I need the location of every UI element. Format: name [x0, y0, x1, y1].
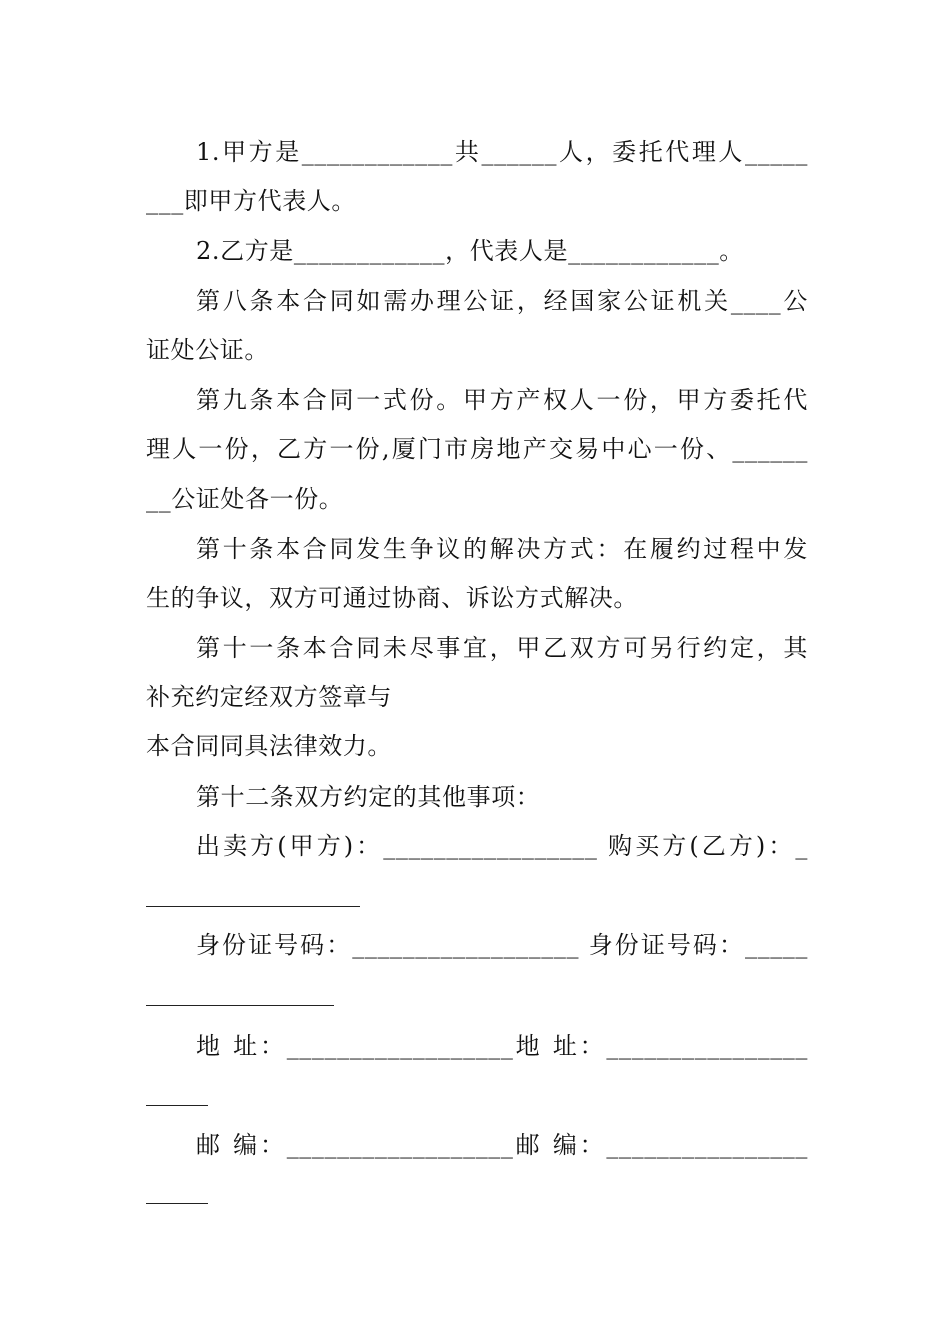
- article-10-continued: 生的争议，双方可通过协商、诉讼方式解决。: [146, 584, 638, 612]
- signature-postcodes: 邮 编：__________________邮 编：________________: [196, 1131, 808, 1159]
- article-11-line-3: 本合同同具法律效力。: [146, 732, 392, 760]
- signature-id-numbers: 身份证号码：__________________ 身份证号码：_____: [196, 931, 808, 959]
- article-10: 第十条本合同发生争议的解决方式：在履约过程中发: [196, 535, 808, 563]
- article-11-line-2: 补充约定经双方签章与: [146, 683, 392, 711]
- signature-seller-buyer: 出卖方(甲方)：_________________ 购买方(乙方)：_: [196, 832, 808, 860]
- underline-buyer-continued: [146, 906, 360, 907]
- article-9: 第九条本合同一式份。甲方产权人一份，甲方委托代: [196, 386, 808, 414]
- underline-postcode-continued: [146, 1203, 208, 1204]
- article-8: 第八条本合同如需办理公证，经国家公证机关____公: [196, 287, 808, 315]
- clause-party-b: 2.乙方是____________，代表人是____________。: [196, 237, 744, 265]
- article-8-continued: 证处公证。: [146, 336, 269, 364]
- signature-addresses: 地 址：__________________地 址：________________: [196, 1032, 808, 1060]
- clause-party-a: 1.甲方是____________共______人，委托代理人_____: [196, 138, 808, 166]
- clause-party-a-continued: ___即甲方代表人。: [146, 187, 356, 215]
- article-9-line-2: 理人一份，乙方一份,厦门市房地产交易中心一份、______: [146, 435, 808, 463]
- article-12: 第十二条双方约定的其他事项：: [196, 783, 541, 811]
- underline-id-continued: [146, 1005, 334, 1006]
- article-9-line-3: __公证处各一份。: [146, 485, 344, 513]
- underline-address-continued: [146, 1105, 208, 1106]
- article-11: 第十一条本合同未尽事宜，甲乙双方可另行约定，其: [196, 634, 808, 662]
